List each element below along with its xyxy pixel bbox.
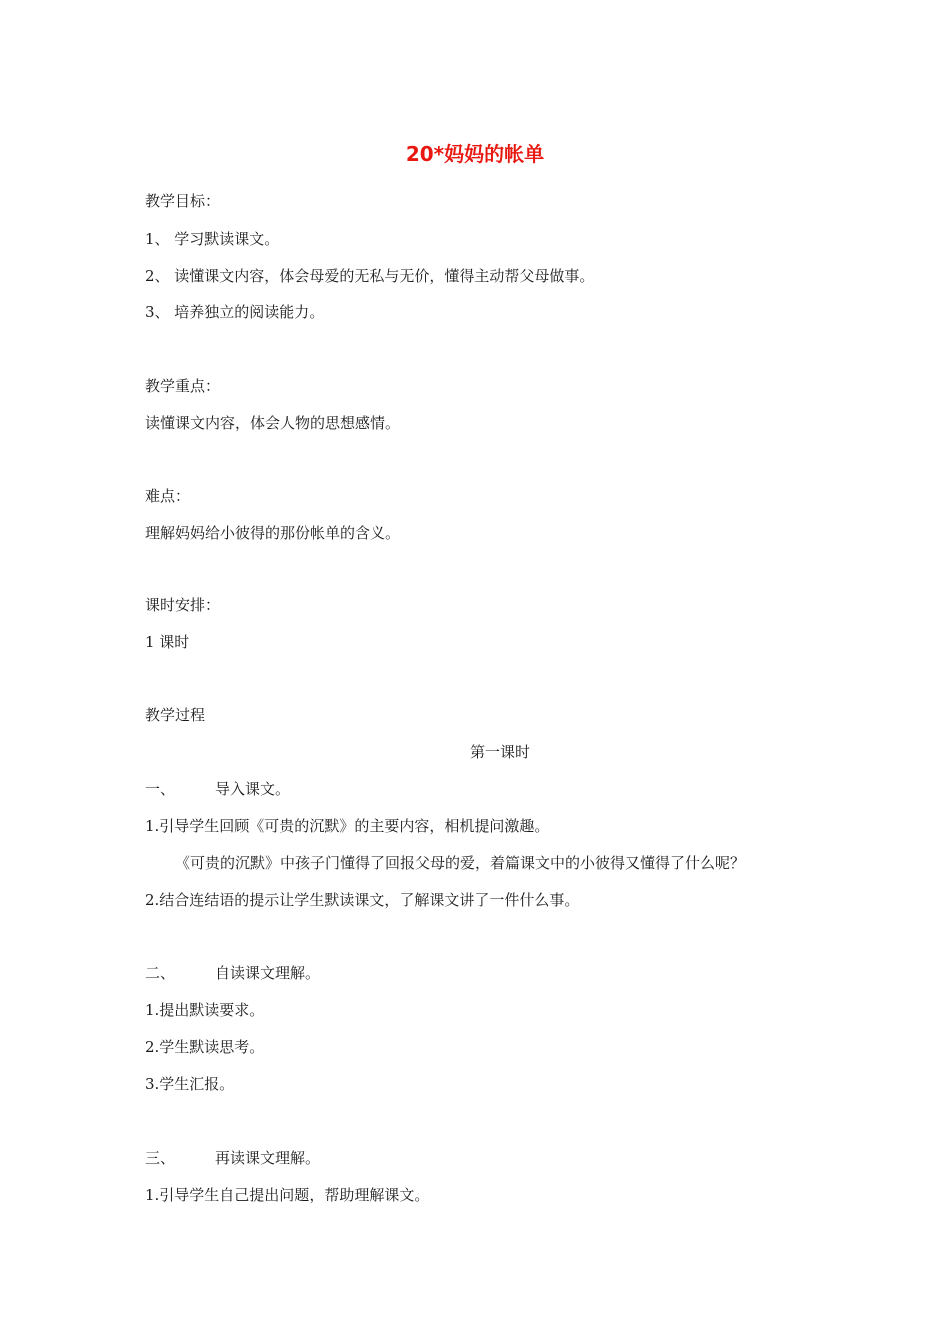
focus-heading: 教学重点： bbox=[145, 377, 221, 395]
objective-item: 2、 读懂课文内容，体会母爱的无私与无价，懂得主动帮父母做事。 bbox=[145, 267, 595, 285]
section-number: 二、 bbox=[145, 964, 176, 982]
difficulty-heading: 难点： bbox=[145, 487, 191, 505]
focus-text: 读懂课文内容，体会人物的思想感情。 bbox=[145, 414, 401, 432]
section-item: 2.结合连结语的提示让学生默读课文，了解课文讲了一件什么事。 bbox=[145, 891, 580, 909]
document-title: 20*妈妈的帐单 bbox=[405, 142, 545, 166]
section-heading bbox=[145, 779, 290, 799]
section-item: 1.提出默读要求。 bbox=[145, 1001, 265, 1019]
objectives-heading: 教学目标： bbox=[145, 192, 221, 210]
section-number: 一、 bbox=[145, 780, 176, 798]
process-heading: 教学过程 bbox=[145, 706, 206, 724]
lesson-title: 第一课时 bbox=[469, 743, 530, 761]
section-number: 三、 bbox=[145, 1149, 176, 1167]
section-heading bbox=[145, 963, 320, 983]
section-title: 再读课文理解。 bbox=[215, 1149, 321, 1167]
difficulty-text: 理解妈妈给小彼得的那份帐单的含义。 bbox=[145, 524, 401, 542]
section-item: 1.引导学生自己提出问题，帮助理解课文。 bbox=[145, 1186, 430, 1204]
section-title: 自读课文理解。 bbox=[215, 964, 321, 982]
objective-item: 3、 培养独立的阅读能力。 bbox=[145, 303, 325, 321]
section-item-indented: 《可贵的沉默》中孩子门懂得了回报父母的爱，着篇课文中的小彼得又懂得了什么呢？ bbox=[175, 854, 746, 872]
schedule-text: 1 课时 bbox=[145, 633, 190, 651]
section-item: 1.引导学生回顾《可贵的沉默》的主要内容，相机提问激趣。 bbox=[145, 817, 550, 835]
section-title: 导入课文。 bbox=[215, 780, 291, 798]
section-item: 3.学生汇报。 bbox=[145, 1075, 235, 1093]
section-heading bbox=[145, 1148, 320, 1168]
objective-item: 1、 学习默读课文。 bbox=[145, 230, 280, 248]
schedule-heading: 课时安排： bbox=[145, 596, 221, 614]
section-item: 2.学生默读思考。 bbox=[145, 1038, 265, 1056]
